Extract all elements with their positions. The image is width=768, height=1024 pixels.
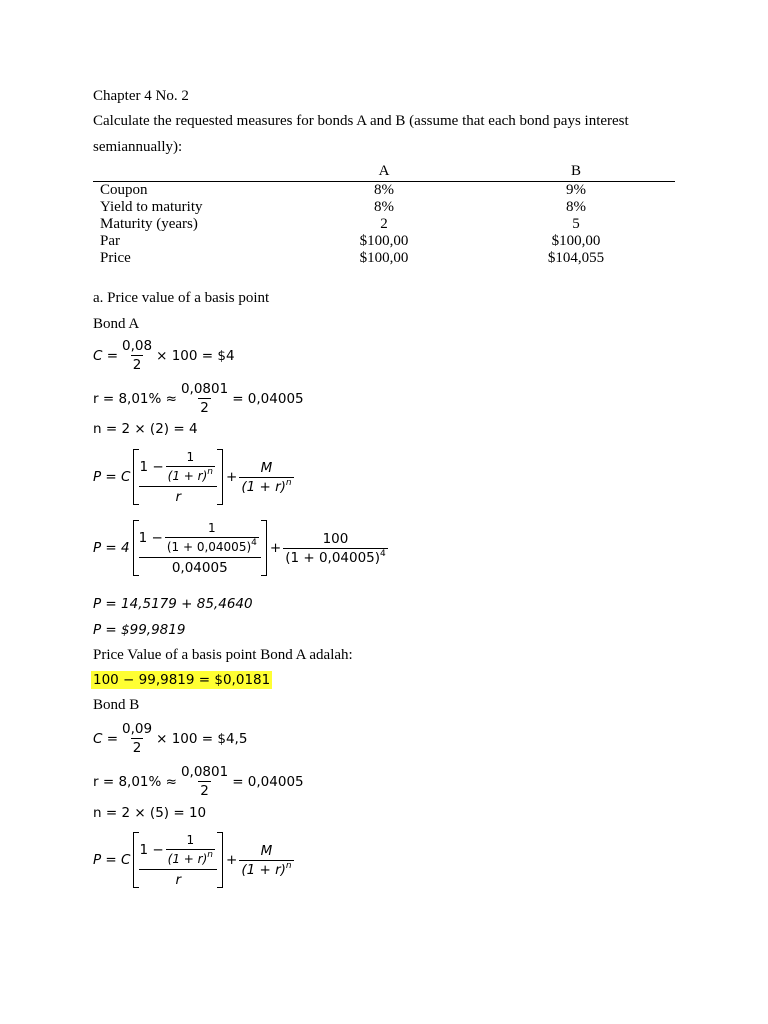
bond-a-price-sum: P = 14,5179 + 85,4640 [93, 596, 253, 612]
cell-a: $100,00 [359, 233, 409, 249]
fraction-denominator [239, 860, 293, 878]
annuity-bracket [133, 520, 267, 576]
row-label: Par [100, 233, 120, 249]
bond-a-price-result: P = $99,9819 [93, 622, 186, 638]
bracket-numerator [139, 832, 217, 869]
cell-b: 8% [566, 199, 586, 215]
fraction-denominator [283, 548, 388, 566]
rate-left: r = 8,01% ≈ [93, 390, 177, 407]
bond-table [93, 163, 675, 267]
cell-b: 9% [566, 182, 586, 198]
fraction-numerator: 1 [186, 450, 195, 464]
bond-a-numeric-formula [93, 520, 390, 576]
coupon-fraction [120, 338, 154, 373]
row-label: Coupon [100, 182, 148, 198]
bracket-numerator [139, 449, 217, 486]
rate-left: r = 8,01% ≈ [93, 773, 177, 790]
cell-a: $100,00 [359, 250, 409, 266]
rate-fraction [179, 381, 230, 416]
annuity-bracket [133, 832, 223, 888]
fraction-numerator: 1 [208, 521, 216, 535]
exponent: n [285, 860, 292, 871]
row-label: Yield to maturity [100, 199, 203, 215]
discount-fraction [165, 520, 259, 555]
table-row [93, 182, 675, 199]
rate-result: = 0,04005 [232, 390, 304, 407]
bracket-numerator [139, 520, 261, 557]
bond-a-pvbp-label: Price Value of a basis point Bond A adalah: [93, 647, 353, 663]
bracket-denominator: 0,04005 [139, 557, 261, 576]
fraction-denominator: 2 [132, 740, 142, 756]
fraction-numerator: 0,0801 [180, 381, 229, 397]
par-fraction [239, 843, 293, 878]
bond-b-periods-equation: n = 2 × (5) = 10 [93, 805, 207, 821]
fraction-denominator: 2 [200, 400, 209, 416]
bond-a-rate-equation [93, 381, 304, 416]
fraction-numerator: M [260, 459, 273, 476]
row-label: Price [100, 250, 131, 266]
fraction-numerator: 0,0801 [180, 764, 229, 780]
p-equals-c: P = C [93, 469, 131, 485]
denominator-base: (1 + 0,04005) [285, 549, 381, 566]
denominator-base: (1 + r) [241, 478, 286, 495]
bond-b-title: Bond B [93, 697, 140, 713]
table-row [93, 250, 675, 267]
table-row [93, 233, 675, 250]
bond-a-pvbp-result [91, 672, 272, 688]
highlighted-result: 100 − 99,9819 = $0,0181 [93, 672, 271, 688]
fraction-numerator: 1 [186, 833, 195, 847]
discount-fraction [166, 832, 215, 867]
table-row [93, 216, 675, 233]
exponent: n [207, 850, 214, 860]
denominator-base: (1 + 0,04005) [166, 540, 252, 554]
intro-line-2: semiannually): [93, 139, 183, 155]
fraction-numerator: 0,09 [122, 721, 153, 737]
cell-b: 5 [572, 216, 580, 232]
p-equals-c: P = C [93, 852, 131, 868]
cell-b: $104,055 [547, 250, 605, 266]
bracket-denominator: r [139, 869, 217, 888]
par-fraction [239, 460, 293, 495]
bond-b-rate-equation [93, 764, 304, 799]
c-symbol: C = [93, 730, 119, 747]
fraction-denominator: 2 [132, 357, 142, 373]
fraction-numerator: 100 [322, 530, 349, 547]
coupon-result: × 100 = $4,5 [156, 730, 248, 747]
bond-a-price-formula [93, 449, 296, 505]
fraction-denominator [239, 477, 293, 495]
part-a-heading: a. Price value of a basis point [93, 290, 270, 306]
column-b-header: B [570, 163, 581, 179]
chapter-heading: Chapter 4 No. 2 [93, 88, 189, 104]
exponent: 4 [380, 548, 386, 559]
rate-result: = 0,04005 [232, 773, 304, 790]
intro-line-1: Calculate the requested measures for bonds A and B (assume that each bond pays interest [93, 113, 629, 129]
bond-a-periods-equation: n = 2 × (2) = 4 [93, 421, 198, 437]
cell-a: 8% [374, 199, 394, 215]
bond-a-title: Bond A [93, 316, 140, 332]
denominator-base: (1 + r) [241, 861, 286, 878]
bond-b-price-formula [93, 832, 296, 888]
fraction-numerator: M [260, 842, 273, 859]
denominator-base: (1 + r) [167, 852, 208, 866]
row-label: Maturity (years) [100, 216, 198, 232]
plus-sign: + [226, 852, 238, 868]
bracket-denominator: r [139, 486, 217, 505]
table-row [93, 199, 675, 216]
bond-a-coupon-equation [93, 338, 235, 373]
denominator-base: (1 + r) [167, 469, 208, 483]
cell-a: 2 [380, 216, 388, 232]
plus-sign: + [226, 469, 238, 485]
exponent: n [207, 467, 214, 477]
fraction-denominator [165, 537, 259, 555]
one-minus: 1 − [139, 841, 164, 858]
one-minus: 1 − [139, 458, 164, 475]
c-symbol: C = [93, 347, 119, 364]
table-header [93, 163, 675, 182]
coupon-result: × 100 = $4 [156, 347, 235, 364]
plus-sign: + [269, 540, 282, 556]
fraction-numerator: 0,08 [122, 338, 153, 354]
annuity-bracket [133, 449, 223, 505]
discount-fraction [166, 449, 215, 484]
par-fraction [283, 531, 388, 566]
bond-b-coupon-equation [93, 721, 247, 756]
cell-a: 8% [374, 182, 394, 198]
exponent: 4 [251, 538, 257, 548]
one-minus: 1 − [138, 529, 163, 546]
fraction-denominator [166, 849, 215, 867]
fraction-denominator [166, 466, 215, 484]
exponent: n [285, 477, 292, 488]
column-a-header: A [378, 163, 390, 179]
cell-b: $100,00 [551, 233, 601, 249]
rate-fraction [179, 764, 230, 799]
fraction-denominator: 2 [200, 783, 209, 799]
coupon-fraction [120, 721, 154, 756]
p-equals-4: P = 4 [93, 540, 130, 556]
